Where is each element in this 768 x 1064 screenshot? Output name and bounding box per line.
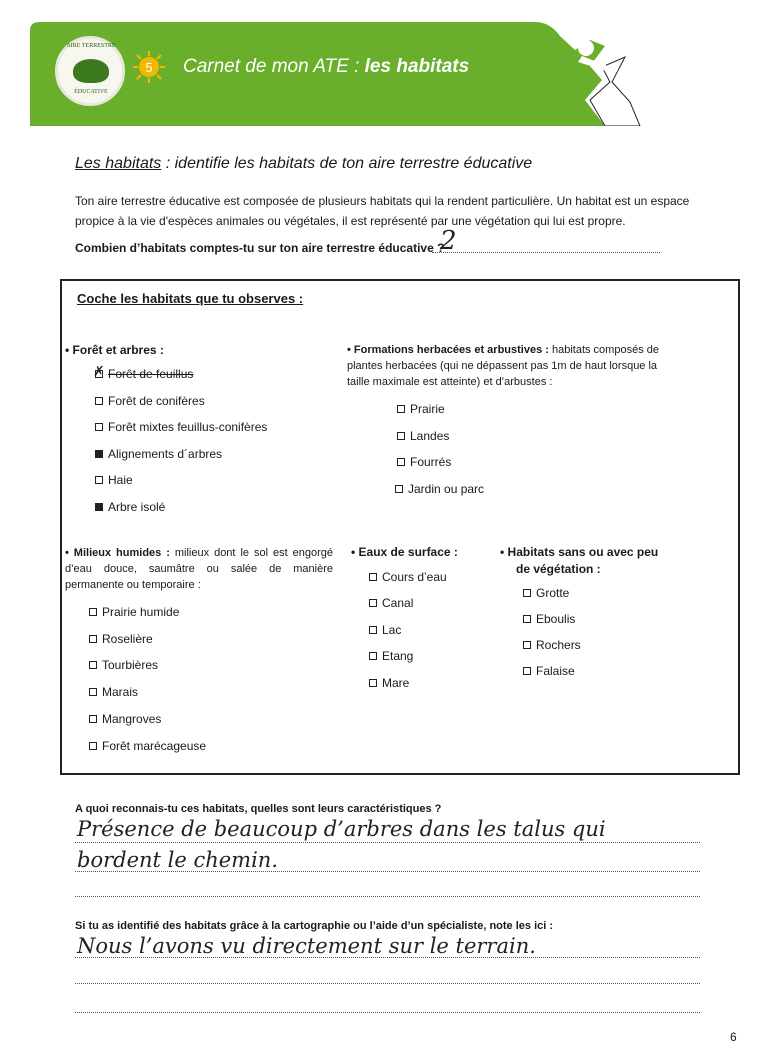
answer-line — [75, 983, 700, 984]
habitat-count-question: Combien d’habitats comptes-tu sur ton aire terrestre éducative ? — [75, 241, 445, 255]
checkbox-icon[interactable] — [89, 635, 97, 643]
checkbox-item[interactable]: Prairie — [397, 402, 445, 416]
category-eaux-label: • Eaux de surface : — [351, 545, 458, 559]
checkbox-item[interactable]: Haie — [95, 473, 133, 487]
checkbox-item[interactable]: Eboulis — [523, 612, 575, 626]
checkbox-item[interactable]: Fourrés — [397, 455, 451, 469]
aire-terrestre-educative-logo: AIRE TERRESTRE ÉDUCATIVE — [55, 36, 125, 106]
page-number: 6 — [730, 1030, 737, 1044]
checkbox-icon[interactable] — [523, 667, 531, 675]
question-cartography: Si tu as identifié des habitats grâce à la cartographie ou l’aide d’un spécialiste, note les ici : — [75, 920, 554, 932]
checkbox-icon[interactable] — [369, 573, 377, 581]
answer-line — [75, 957, 700, 958]
question-characteristics: A quoi reconnais-tu ces habitats, quelles sont leurs caractéristiques ? — [75, 803, 442, 815]
checkbox-item[interactable]: Forêt marécageuse — [89, 739, 206, 753]
answer-characteristics-line2[interactable]: bordent le chemin. — [77, 848, 278, 872]
checkbox-item[interactable]: ✗ Forêt de feuillus — [95, 367, 193, 381]
section-title: Les habitats : identifie les habitats de ton aire terrestre éducative — [75, 155, 533, 172]
checkbox-icon[interactable] — [369, 599, 377, 607]
checkbox-item[interactable]: Falaise — [523, 664, 575, 678]
checkbox-icon[interactable] — [369, 679, 377, 687]
checkbox-item[interactable]: Grotte — [523, 586, 569, 600]
leaf-icon — [73, 59, 109, 83]
checkbox-item[interactable]: Etang — [369, 649, 413, 663]
checkbox-item[interactable]: Mare — [369, 676, 409, 690]
checkbox-icon[interactable] — [89, 688, 97, 696]
checkbox-icon[interactable] — [523, 641, 531, 649]
answer-cartography-line1[interactable]: Nous l’avons vu directement sur le terrain. — [77, 934, 536, 958]
answer-line — [75, 896, 700, 897]
checkbox-icon[interactable] — [397, 405, 405, 413]
checkbox-icon[interactable] — [397, 458, 405, 466]
checkbox-icon[interactable] — [95, 423, 103, 431]
checkbox-icon[interactable] — [369, 652, 377, 660]
checkbox-icon[interactable] — [89, 715, 97, 723]
checkbox-item[interactable]: Canal — [369, 596, 413, 610]
checkbox-item[interactable]: Forêt mixtes feuillus-conifères — [95, 420, 267, 434]
checkbox-item[interactable]: Forêt de conifères — [95, 394, 205, 408]
section-number: 5 — [145, 60, 153, 75]
checkbox-item[interactable]: Roselière — [89, 632, 153, 646]
answer-line — [75, 871, 700, 872]
checkbox-icon[interactable] — [95, 476, 103, 484]
checkbox-item[interactable]: Jardin ou parc — [395, 482, 484, 496]
checkbox-icon[interactable] — [523, 615, 531, 623]
checkbox-item[interactable]: Tourbières — [89, 658, 158, 672]
checkbox-item[interactable]: Prairie humide — [89, 605, 179, 619]
page-header-title: Carnet de mon ATE : les habitats — [183, 56, 470, 77]
category-sans-vegetation-label-cont: de végétation : — [516, 562, 601, 576]
checkbox-icon[interactable] — [95, 450, 103, 458]
checkbox-icon[interactable] — [95, 370, 103, 378]
checkbox-item[interactable]: Alignements d´arbres — [95, 447, 222, 461]
checkbox-icon[interactable] — [89, 608, 97, 616]
category-formations-text: • Formations herbacées et arbustives : habitats composés de plantes herbacées (qui ne dépassent pas 1m de haut lorsque la taille maximale est atteinte) et d’arbustes : — [347, 344, 659, 388]
habitat-count-line — [432, 252, 660, 253]
category-foret-label: • Forêt et arbres : — [65, 343, 164, 357]
checkbox-item[interactable]: Marais — [89, 685, 138, 699]
answer-line — [75, 1012, 700, 1013]
checkbox-item[interactable]: Landes — [397, 429, 449, 443]
sun-icon — [132, 50, 166, 84]
checkbox-icon[interactable] — [369, 626, 377, 634]
checkbox-icon[interactable] — [95, 503, 103, 511]
checkbox-icon[interactable] — [89, 661, 97, 669]
checkbox-item[interactable]: Cours d’eau — [369, 570, 447, 584]
checkbox-item[interactable]: Rochers — [523, 638, 581, 652]
habitat-count-answer[interactable]: 2 — [440, 226, 457, 256]
checklist-title: Coche les habitats que tu observes : — [77, 291, 304, 306]
answer-line — [75, 842, 700, 843]
checkbox-item[interactable]: Mangroves — [89, 712, 161, 726]
checkbox-icon[interactable] — [395, 485, 403, 493]
checkbox-item[interactable]: Lac — [369, 623, 401, 637]
checkbox-icon[interactable] — [523, 589, 531, 597]
checkbox-icon[interactable] — [397, 432, 405, 440]
answer-characteristics-line1[interactable]: Présence de beaucoup d’arbres dans les talus qui — [77, 817, 606, 841]
intro-paragraph: Ton aire terrestre éducative est composée de plusieurs habitats qui la rendent particulière. Un habitat est un espace propice à la vie d'espèces animales ou végétales, il est représenté par une végétation qui lui est propre. — [75, 194, 690, 228]
checkbox-icon[interactable] — [89, 742, 97, 750]
category-sans-vegetation-label: • Habitats sans ou avec peu — [500, 545, 659, 559]
checkbox-item[interactable]: Arbre isolé — [95, 500, 165, 514]
checkbox-icon[interactable] — [95, 397, 103, 405]
category-humides-text: • Milieux humides : milieux dont le sol est engorgé d’eau douce, saumâtre ou salée de manière permanente ou temporaire : — [65, 547, 333, 591]
